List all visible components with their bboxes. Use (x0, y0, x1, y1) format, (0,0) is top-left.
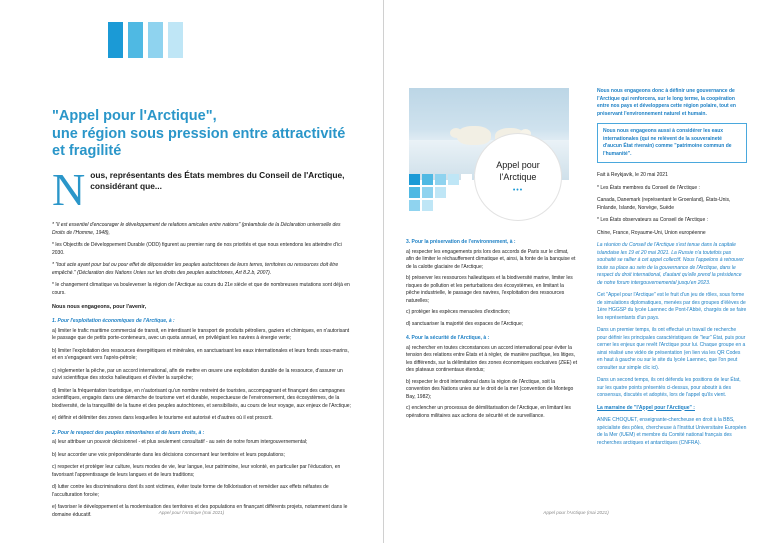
tile-mosaic (409, 174, 485, 211)
section-1-item: d) limiter la fréquentation touristique, en n'autorisant qu'un nombre restreint de touristes, accompagnant et finançant des campagnes scientifiques, engagés dans une démarche de tourisme vert et durable, respectueuse de l'environnement, des écosystèmes, de la biodiversité, de la tranquillité de la faune et des peuples autochtones, et sensibilisés, au cours de leur voyage, aux enjeux de l'Arctique; (52, 387, 351, 409)
section-1-item: b) limiter l'exploitation des ressources énergétiques et minérales, en sanctuarisant les eaux internationales et leurs fonds sous-marins, et en s'engageant vers l'après-pétrole; (52, 347, 349, 362)
commitment-paragraph-1: Nous nous engageons donc à définir une gouvernance de l'Arctique qui renforcera, sur le long terme, la coopération entre nos pays et développera cette région polaire, tout en préservant l'environnement naturel et humain. (597, 88, 736, 117)
considerant-item: * "tout acte ayant pour but ou pour effet de déposséder les peuples autochtones de leurs terres, territoires ou ressources doit être empêché." (Déclaration des Nations Unies sur les droits des peuples autochtones, Art 8.2.b, 2007). (52, 262, 339, 276)
engagement-lead: Nous nous engageons, pour l'avenir, (52, 304, 147, 310)
appel-logo (475, 134, 561, 220)
logo-photo-composition (409, 88, 569, 218)
members-label: * Les États membres du Conseil de l'Arctique : (597, 184, 700, 191)
marraine-label: La marraine de "l'Appel pour l'Arctique" : (597, 404, 695, 411)
research-work-paragraph: Dans un premier temps, ils ont effectué un travail de recherche pour définir les principales caractéristiques de "leur" État, puis pour cerner les enjeux que revêt l'Arctique pour lui. Chaque groupe en a ainsi réalisé une vidéo de présentation (en lien via les QR Codes en haut à gauche ou sur le site du lycée Laennec, que l'on peut consulter sur simple clic ici). (597, 327, 746, 371)
left-page-body (52, 222, 352, 524)
drop-cap: N (52, 164, 86, 215)
intro-text: ous, représentants des États membres du Conseil de l'Arctique, considérant que... (90, 170, 345, 192)
section-2-item: d) lutter contre les discriminations dont ils sont victimes, éviter toute forme de folklorisation et remédier aux effets néfastes de l'acculturation forcée; (52, 484, 329, 498)
right-page (384, 0, 768, 543)
observers-list: Chine, France, Royaume-Uni, Union européenne (597, 229, 706, 236)
section-2-item: b) leur accorder une voix prépondérante dans les décisions concernant leur territoire et leurs populations; (52, 451, 285, 458)
commitment-paragraph-2: Nous nous engageons aussi à considérer les eaux internationales (qui ne relèvent de la souveraineté d'aucun État riverain) comme "patrimoine commun de l'humanité". (597, 123, 747, 163)
left-page-footer: Appel pour l'Arctique (mai 2021) (158, 510, 225, 515)
section-4-item: a) rechercher en toutes circonstances un accord international pour éviter la tension des relations entre États et à régler, de manière pacifique, les litiges, les différends, sur la délimitation des zones économiques exclusives (ZEE) et des plateaux continentaux étendus; (406, 344, 578, 373)
right-page-left-column (406, 232, 578, 424)
russia-note: La réunion du Conseil de l'Arctique s'est tenue dans la capitale islandaise les 19 et 20 mai 2021. La Russie n'a toutefois pas souhaité se rallier à cet appel collectif. Nous l'appelons à retrouver toute sa place au sein de la gouvernance de l'Arctique, dans le respect du droit international, d'autant qu'elle prend la présidence de notre forum intergouvernemental jusqu'en 2023. (597, 242, 744, 286)
section-title-3: 3. Pour la préservation de l'environnement, à : (406, 239, 516, 245)
observers-label: * Les États observateurs au Conseil de l'Arctique : (597, 217, 709, 223)
section-1-item: c) réglementer la pêche, par un accord international, afin de mettre en œuvre une exploitation durable de la ressource, d'assurer un suivi scientifique des stocks halieutiques et d'éviter la surpêche; (52, 367, 343, 382)
negotiation-paragraph: Dans un second temps, ils ont défendu les positions de leur État, sur les quatre points présentés ci-dessus, pour aboutir à des consensus, discutés et adoptés, lors de l'appel qu'ils vient. (597, 377, 741, 398)
considerant-item: * les Objectifs de Développement Durable (ODD) figurent au premier rang de nos priorités et que nous entendons les atteindre d'ici 2030. (52, 242, 342, 256)
section-3-item: a) respecter les engagements pris lors des accords de Paris sur le climat, afin de limiter le réchauffement climatique et, ainsi, la fonte de la banquise et de la calotte glaciaire de l'Arctique; (406, 248, 576, 270)
section-3-item: b) préserver les ressources halieutiques et la biodiversité marine, limiter les risques de pollution et les perturbations des écosystèmes, en limitant la pêche industrielle, le passage des navires, l'exploitation des ressources naturelles; (406, 275, 573, 304)
members-list: Canada, Danemark (représentant le Groenland), États-Unis, Finlande, Islande, Norvège, Suède (597, 197, 731, 211)
section-4-item: b) respecter le droit international dans la région de l'Arctique, soit la convention des Nations unies sur le droit de la mer (convention de Montego Bay, 1982); (406, 378, 574, 400)
logo-dots: ••• (512, 186, 524, 194)
section-2-item: e) favoriser le développement et la modernisation des territoires et des populations en finançant différents projets, notamment dans le domaine éducatif. (52, 504, 348, 518)
section-3-item: c) protéger les espèces menacées d'extinction; (406, 309, 511, 315)
section-title-2: 2. Pour le respect des peuples minoritaires et de leurs droits, à : (52, 429, 205, 436)
section-title-4: 4. Pour la sécurité de l'Arctique, à : (406, 335, 490, 341)
title-line-1: "Appel pour l'Arctique", (52, 108, 217, 124)
section-2-item: a) leur attribuer un pouvoir décisionnel - et plus seulement consultatif - au sein de notre forum intergouvernemental; (52, 439, 308, 446)
left-page (0, 0, 383, 543)
marraine-text: ANNE CHOQUET, enseignante-chercheuse en droit à la BBS, spécialiste des pôles, chercheuse à l'Institut Universitaire Européen de la Mer (IUEM) et membre du Comité national français des recherches arctiques et antarctiques (CNFRA). (597, 417, 747, 446)
section-1-item: a) limiter le trafic maritime commercial de transit, en interdisant le transport de produits pétroliers, gaziers et chimiques, en n'autorisant le passage que de petits porte-conteneurs, avec un quota annuel, en privilégiant les navires à énergie verte; (52, 327, 350, 342)
considerant-item: * le changement climatique va bouleverser la région de l'Arctique au cours du 21e siècle et que de nombreuses mutations sont déjà en cours. (52, 282, 350, 296)
section-3-item: d) sanctuariser la majorité des espaces de l'Arctique; (406, 320, 524, 327)
right-page-footer: Appel pour l'Arctique (mai 2021) (543, 510, 609, 515)
right-page-right-column (597, 88, 747, 452)
logo-line-2: l'Arctique (499, 171, 537, 182)
place-date: Fait à Reykjavik, le 20 mai 2021 (597, 172, 668, 178)
section-2-item: c) respecter et protéger leur culture, leurs modes de vie, leur langue, leur patrimoine, leur volonté, en particulier par l'éducation, en favorisant l'apprentissage de leurs langues et de leurs traditions; (52, 464, 341, 478)
considerant-item: * "il est essentiel d'encourager le développement de relations amicales entre nations" (préambule de la Déclaration universelle des Droits de l'Homme, 1948), (52, 222, 341, 236)
intro-block (52, 164, 352, 215)
title-line-2: une région sous pression entre attractivité et fragilité (52, 125, 346, 160)
page-title (52, 108, 352, 161)
polar-bear-1 (457, 126, 491, 145)
appel-origin-paragraph: Cet "Appel pour l'Arctique" est le fruit d'un jeu de rôles, sous forme de simulations diplomatiques, menées par des groupes d'élèves de 1ère HGGSP du lycée Laennec de Pont-l'Abbé, chargés de se faire les représentants d'un pays. (597, 292, 747, 321)
section-title-1: 1. Pour l'exploitation économiques de l'Arctique, à : (52, 318, 175, 325)
section-1-item: e) définir et délimiter des zones dans lesquelles le tourisme est autorisé et d'autres où il est proscrit. (52, 415, 273, 422)
logo-line-1: Appel pour (496, 160, 540, 171)
section-4-item: c) enclencher un processus de démilitarisation de l'Arctique, en limitant les opérations militaires aux actions de sécurité et de surveillance. (406, 405, 571, 419)
